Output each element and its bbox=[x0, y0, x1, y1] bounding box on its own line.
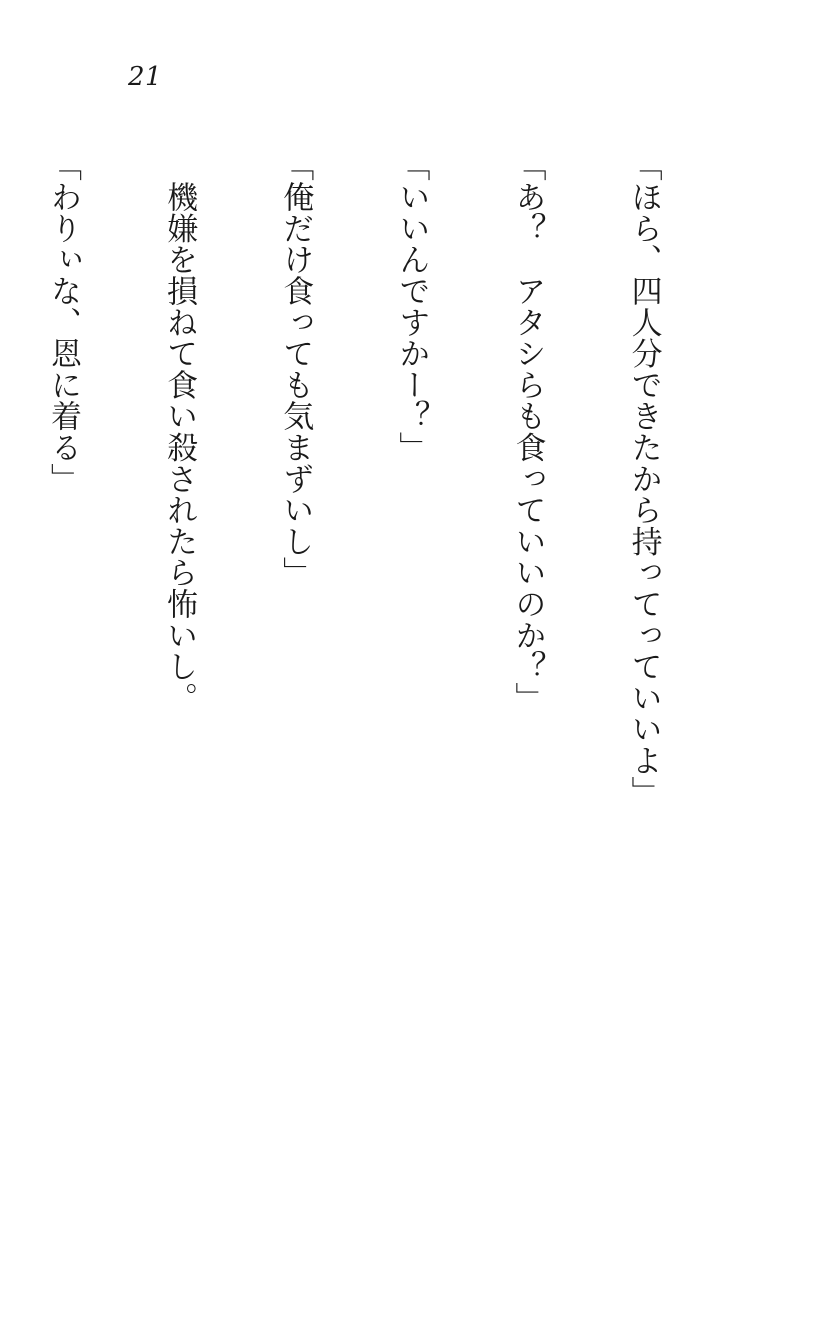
text-line: 「いいんですかー？」 bbox=[393, 150, 430, 463]
text-line: 機嫌を損ねて食い殺されたら怖いし。 bbox=[161, 150, 198, 714]
text-line: 「ほら、四人分できたから持ってっていいよ」 bbox=[625, 150, 662, 808]
text-line: 「わりぃな、恩に着る」 bbox=[45, 150, 82, 495]
text-line: 「俺だけ食っても気まずいし」 bbox=[277, 150, 314, 589]
page-number: 21 bbox=[128, 62, 163, 92]
text-line: 「あ？ アタシらも食っていいのか？」 bbox=[509, 150, 546, 714]
vertical-text-body bbox=[45, 150, 740, 1090]
